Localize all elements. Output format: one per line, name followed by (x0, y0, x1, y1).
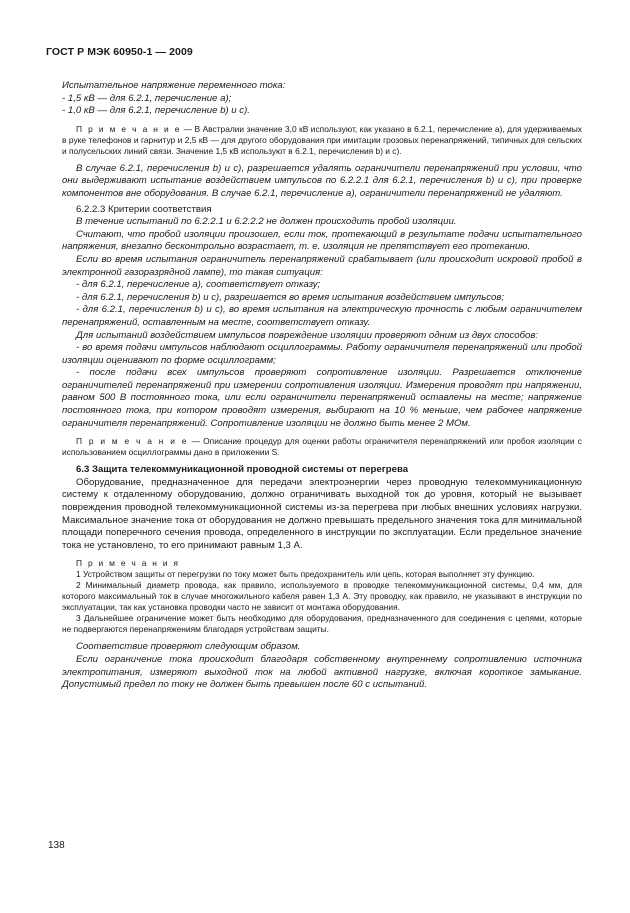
note-text: — В Австралии значение 3,0 кВ используют, как указано в 6.2.1, перечисление а), для удерживаемых в руке телефонов и гарнитур и 2,5 кВ — для другого оборудования при имитации грозовых перенапряжений, типичных для сельских и полусельских линий связи. Значение 1,5 кВ используют в 6.2.1, перечисления b) и с). (62, 123, 582, 156)
notes-heading: П р и м е ч а н и я (76, 558, 180, 569)
list-item: - для 6.2.1, перечисления b) и с), во время испытания на электрическую прочность с любым ограничителем перенапряжений, оставленным на месте, соответствует отказу. (62, 304, 582, 328)
note-label: П р и м е ч а н и е (76, 436, 189, 447)
section-heading: 6.3 Защита телекоммуникационной проводной системы от перегрева (76, 464, 409, 476)
paragraph: Если во время испытания ограничитель перенапряжений срабатывает (или происходит искровой пробой в электронной газоразрядной лампе), то такая ситуация: (62, 253, 582, 278)
page-number: 138 (48, 840, 65, 851)
list-item: - для 6.2.1, перечисления b) и с), разрешается во время испытания воздействием импульсов; (76, 291, 505, 303)
paragraph: Испытательное напряжение переменного тока: (62, 80, 286, 91)
paragraph: В течение испытаний по 6.2.2.1 и 6.2.2.2 не должен происходить пробой изоляции. (76, 216, 457, 228)
paragraph: Соответствие проверяют следующим образом. (76, 641, 301, 653)
paragraph: Оборудование, предназначенное для передачи электроэнергии через проводную телекоммуникационную систему к отдаленному оборудованию, должно ограничивать выходной ток до уровня, который не вызывает повреждения проводной телекоммуникационной системы из-за перегрева при любых внешних условиях нагрузки. Максимальное значение тока от оборудования не должно превышать предельного значения тока для минимальной площади поперечного сечения провода, определенного в инструкции по эксплуатации. Если предельное значение тока не установлено, то его принимают равным 1,3 А. (62, 476, 582, 551)
note (62, 436, 582, 458)
list-item: - для 6.2.1, перечисление а), соответствует отказу; (76, 279, 321, 291)
note-label: П р и м е ч а н и е (76, 123, 182, 134)
note-text: — Описание процедур для оценки работы ограничителя перенапряжений или пробоя изоляции с использованием осциллограммы дано в приложении S. (62, 436, 582, 458)
list-item: - 1,5 кВ — для 6.2.1, перечисление а); (62, 92, 232, 104)
document-header: ГОСТ Р МЭК 60950-1 — 2009 (46, 46, 193, 58)
document-body (62, 80, 582, 692)
subsection-heading: 6.2.2.3 Критерии соответствия (76, 203, 212, 215)
paragraph: Если ограничение тока происходит благодаря собственному внутреннему сопротивлению источника электропитания, измеряют выходной ток на любой активной нагрузке, включая короткое замыкание. Допустимый предел по току не должен быть превышен после 60 с испытаний. (62, 654, 582, 691)
note-item: 3 Дальнейшее ограничение может быть необходимо для оборудования, предназначенного для соединения с цепями, которые не подвергаются перенапряжениям благодаря устройствам защиты. (62, 613, 582, 635)
list-item: - во время подачи импульсов наблюдают осциллограммы. Работу ограничителя перенапряжений или пробой изоляции оценивают по форме осциллограмм; (62, 342, 582, 366)
note (62, 124, 582, 157)
paragraph: В случае 6.2.1, перечисления b) и с), разрешается удалять ограничители перенапряжений при условии, что они выдерживают испытание воздействием импульсов по 6.2.2.1 для 6.2.1, перечисления b) и с), при проверке компонентов вне оборудования. В случае 6.2.1, перечисление а), ограничители перенапряжений не удаляют. (62, 162, 582, 199)
paragraph: Считают, что пробой изоляции произошел, если ток, протекающий в результате подачи испытательного напряжения, внезапно бесконтрольно возрастает, т. е. изоляция не препятствует его протеканию. (62, 228, 582, 253)
note-item: 2 Минимальный диаметр провода, как правило, используемого в проводке телекоммуникационной системы, 0,4 мм, для которого максимальный ток в случае многожильного кабеля равен 1,3 А. Эту проводку, как правило, не указывают в инструкции по эксплуатации, так как установка проводки часто не зависит от монтажа оборудования. (62, 580, 582, 613)
list-item: - после подачи всех импульсов проверяют сопротивление изоляции. Разрешается отключение ограничителей перенапряжений при измерении сопротивления изоляции. Измерения проводят при напряжении, равном 500 В постоянного тока, или если ограничители перенапряжений оставлены на месте; напряжение постоянного тока, при котором проводят измерения, выбирают на 10 % меньше, чем рабочее напряжение ограничителя перенапряжений. Сопротивление изоляции не должно быть менее 2 МОм. (62, 367, 582, 429)
paragraph: Для испытаний воздействием импульсов повреждение изоляции проверяют одним из двух способов: (76, 329, 539, 341)
list-item: - 1,0 кВ — для 6.2.1, перечисление b) и с). (62, 105, 250, 117)
note-item: 1 Устройством защиты от перегрузки по току может быть предохранитель или цепь, которая выполняет эту функцию. (76, 569, 535, 580)
